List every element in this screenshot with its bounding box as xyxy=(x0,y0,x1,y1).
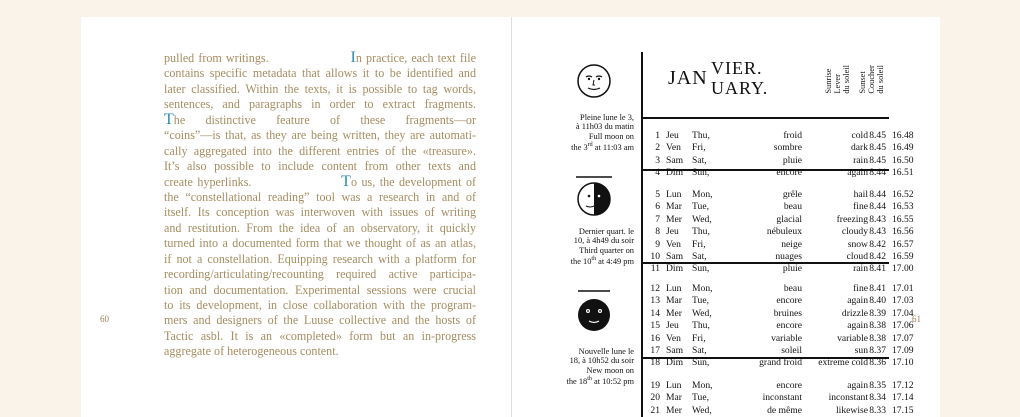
cell-fr: Jeu xyxy=(666,130,679,141)
cell-fr: Lun xyxy=(666,189,682,200)
cell-wfr: inconstant xyxy=(762,392,802,404)
cell-wen: hail xyxy=(853,189,868,200)
cell-rise: 8.36 xyxy=(869,357,886,369)
cell-n: 15 xyxy=(650,320,660,332)
cell-set: 16.56 xyxy=(892,226,914,238)
cell-en: Thu, xyxy=(692,320,710,332)
cell-set: 17.12 xyxy=(892,380,914,391)
cell-wfr: variable xyxy=(771,332,802,344)
text-line: The distinctive feature of these fragments—or xyxy=(164,110,476,128)
cell-n: 5 xyxy=(655,189,660,200)
new-moon-icon xyxy=(574,289,614,335)
cell-rise: 8.43 xyxy=(869,226,886,238)
cell-en: Tue, xyxy=(692,392,709,404)
cell-set: 17.10 xyxy=(892,357,914,369)
cell-en: Mon, xyxy=(692,380,713,391)
cell-wfr: nuages xyxy=(775,251,802,262)
cell-rise: 8.42 xyxy=(869,251,886,262)
cell-wfr: encore xyxy=(776,167,802,179)
cell-n: 10 xyxy=(650,251,660,262)
cell-set: 16.59 xyxy=(892,251,914,262)
text-line: mers and designers of the Luuse collective and the hosts of xyxy=(164,313,476,328)
cell-n: 16 xyxy=(650,332,660,344)
cell-wen: cloudy xyxy=(841,226,868,238)
cell-wfr: froid xyxy=(783,130,802,141)
cell-rise: 8.45 xyxy=(869,142,886,154)
cell-wen: fine xyxy=(853,283,868,294)
cell-wfr: beau xyxy=(783,201,802,213)
cell-set: 16.49 xyxy=(892,142,914,154)
drop-cap: I xyxy=(350,49,356,66)
cell-n: 6 xyxy=(655,201,660,213)
text-line: tion and documentation. Experimental sessions were crucial xyxy=(164,282,476,297)
cell-wen: cloud xyxy=(846,251,868,262)
cell-wfr: pluie xyxy=(782,263,802,275)
cell-fr: Mar xyxy=(666,201,682,213)
cell-en: Mon, xyxy=(692,189,713,200)
cell-en: Fri, xyxy=(692,238,706,250)
cell-en: Wed, xyxy=(692,404,712,416)
cell-set: 16.52 xyxy=(892,189,914,200)
cell-wen: again xyxy=(847,295,868,307)
cell-fr: Dim xyxy=(666,263,684,275)
cell-wen: inconstant xyxy=(828,392,868,404)
text-line: to its development, in close collaboration with the program- xyxy=(164,298,476,312)
text-line: create hyperlinks. To us, the development of xyxy=(164,172,477,190)
cell-en: Sat, xyxy=(692,251,707,262)
text-line: cally aggregated into the different entries of the «treasure». xyxy=(164,143,476,158)
full-moon-icon xyxy=(574,62,614,100)
cell-wfr: grêle xyxy=(782,189,802,200)
cell-n: 12 xyxy=(650,283,660,294)
cell-fr: Ven xyxy=(666,238,681,250)
cell-fr: Lun xyxy=(666,380,682,391)
cell-n: 3 xyxy=(655,154,660,166)
full-moon-caption: Pleine lune le 3, à 11h03 du matin Full moon on the 3rd at 11:03 am xyxy=(571,113,634,152)
cell-n: 7 xyxy=(655,213,660,225)
cell-en: Tue, xyxy=(692,295,709,307)
month-title-prefix: JAN xyxy=(668,67,708,89)
cell-en: Mon, xyxy=(692,283,713,294)
cell-n: 1 xyxy=(655,130,660,141)
body-text xyxy=(164,51,476,360)
last-quarter-caption: Dernier quart. le 10, à 4h49 du soir Third quarter on the 10th at 4:49 pm xyxy=(570,227,634,266)
cell-rise: 8.37 xyxy=(869,345,886,356)
cell-n: 17 xyxy=(650,345,660,356)
text-line: and restitution. From the idea of an observatory, it quickly xyxy=(164,220,476,235)
cell-wen: cold xyxy=(851,130,868,141)
cell-set: 17.01 xyxy=(892,283,914,294)
cell-set: 16.50 xyxy=(892,154,914,166)
cell-fr: Lun xyxy=(666,283,682,294)
cell-wfr: pluie xyxy=(782,154,802,166)
month-title-french: VIER. xyxy=(711,58,763,78)
cell-set: 16.55 xyxy=(892,213,914,225)
cell-set: 17.06 xyxy=(892,320,914,332)
text-line: itself. Its conception was interwoven with issues of writing xyxy=(164,205,476,220)
text-line: aggregate of heterogeneous content. xyxy=(164,344,339,359)
cell-fr: Jeu xyxy=(666,320,679,332)
cell-wfr: bruines xyxy=(773,307,802,319)
cell-rise: 8.43 xyxy=(869,213,886,225)
header-rule xyxy=(641,117,889,119)
sunrise-header: Sunrise Lever du soleil xyxy=(824,65,851,94)
cell-wen: rain xyxy=(853,154,868,166)
last-quarter-moon-icon xyxy=(574,175,614,219)
cell-wen: dark xyxy=(850,142,868,154)
cell-wfr: neige xyxy=(781,238,802,250)
cell-wen: sun xyxy=(854,345,868,356)
cell-fr: Mar xyxy=(666,295,682,307)
cell-rise: 8.45 xyxy=(869,154,886,166)
cell-set: 17.00 xyxy=(892,263,914,275)
cell-n: 14 xyxy=(650,307,660,319)
text-line: “coins”—is that, as they are being written, they are automati- xyxy=(164,128,476,143)
cell-n: 20 xyxy=(650,392,660,404)
cell-wen: likewise xyxy=(836,404,868,416)
cell-wen: again xyxy=(847,380,868,391)
text-line: turned into a documented form that we thought of as an atlas, xyxy=(164,236,476,251)
page-number-left: 60 xyxy=(100,314,109,324)
cell-wen: variable xyxy=(837,332,868,344)
cell-set: 16.48 xyxy=(892,130,914,141)
cell-n: 21 xyxy=(650,404,660,416)
cell-rise: 8.44 xyxy=(869,167,886,179)
cell-set: 17.09 xyxy=(892,345,914,356)
cell-n: 2 xyxy=(655,142,660,154)
cell-fr: Sam xyxy=(666,251,684,262)
text-line: recording/articulating/recounting required active participa- xyxy=(164,267,476,282)
cell-rise: 8.44 xyxy=(869,189,886,200)
cell-wen: fine xyxy=(853,201,868,213)
cell-wen: drizzle xyxy=(841,307,868,319)
cell-en: Fri, xyxy=(692,142,706,154)
right-page xyxy=(512,17,940,417)
cell-set: 17.07 xyxy=(892,332,914,344)
cell-en: Thu, xyxy=(692,130,710,141)
cell-rise: 8.39 xyxy=(869,307,886,319)
cell-set: 17.15 xyxy=(892,404,914,416)
cell-en: Tue, xyxy=(692,201,709,213)
cell-en: Sat, xyxy=(692,345,707,356)
cell-fr: Ven xyxy=(666,332,681,344)
cell-rise: 8.45 xyxy=(869,130,886,141)
month-title-english: UARY. xyxy=(711,78,769,98)
cell-wfr: sombre xyxy=(773,142,802,154)
cell-rise: 8.44 xyxy=(869,201,886,213)
cell-rise: 8.38 xyxy=(869,332,886,344)
cell-wen: freezing xyxy=(836,213,868,225)
cell-fr: Mar xyxy=(666,392,682,404)
cell-rise: 8.40 xyxy=(869,295,886,307)
cell-wen: again xyxy=(847,320,868,332)
text-line: the “constellational reading” tool was a research in and of xyxy=(164,189,476,204)
cell-set: 16.51 xyxy=(892,167,914,179)
cell-fr: Sam xyxy=(666,154,684,166)
cell-fr: Mer xyxy=(666,404,682,416)
cell-n: 19 xyxy=(650,380,660,391)
text-line: contains specific metadata that allows it to be identified and xyxy=(164,66,476,81)
cell-en: Sun, xyxy=(692,263,710,275)
cell-fr: Dim xyxy=(666,167,684,179)
text-line: It’s also possible to include content from other texts and xyxy=(164,159,476,174)
text-line: later classified. Within the texts, it is possible to tag words, xyxy=(164,81,476,96)
cell-rise: 8.41 xyxy=(869,263,886,275)
cell-en: Fri, xyxy=(692,332,706,344)
cell-n: 9 xyxy=(655,238,660,250)
text-line: sentences, and paragraphs in order to extract fragments. xyxy=(164,97,476,112)
cell-fr: Jeu xyxy=(666,226,679,238)
cell-wfr: grand froid xyxy=(759,357,802,369)
cell-rise: 8.38 xyxy=(869,320,886,332)
cell-rise: 8.34 xyxy=(869,392,886,404)
cell-en: Wed, xyxy=(692,307,712,319)
cell-en: Thu, xyxy=(692,226,710,238)
cell-n: 11 xyxy=(650,263,660,275)
cell-en: Wed, xyxy=(692,213,712,225)
text-line: pulled from writings. In practice, each text file xyxy=(164,49,476,66)
cell-wfr: encore xyxy=(776,295,802,307)
cell-n: 13 xyxy=(650,295,660,307)
cell-fr: Ven xyxy=(666,142,681,154)
text-line: Tactic asbl. It is an «completed» form but an in-progress xyxy=(164,328,476,343)
cell-wen: extreme cold xyxy=(818,357,868,369)
cell-en: Sat, xyxy=(692,154,707,166)
cell-wfr: glacial xyxy=(776,213,802,225)
page-number-right: 61 xyxy=(912,314,921,324)
drop-cap: T xyxy=(164,110,174,128)
cell-wfr: soleil xyxy=(781,345,802,356)
cell-fr: Sam xyxy=(666,345,684,356)
cell-wfr: encore xyxy=(776,380,802,391)
text-line: if not a constellation. Equipping research with a platform for xyxy=(164,251,476,266)
cell-wfr: de même xyxy=(767,404,802,416)
cell-rise: 8.33 xyxy=(869,404,886,416)
cell-rise: 8.41 xyxy=(869,283,886,294)
cell-fr: Mer xyxy=(666,213,682,225)
cell-n: 18 xyxy=(650,357,660,369)
cell-wen: snow xyxy=(847,238,868,250)
cell-set: 17.14 xyxy=(892,392,914,404)
cell-rise: 8.35 xyxy=(869,380,886,391)
cell-n: 4 xyxy=(655,167,660,179)
cell-set: 16.57 xyxy=(892,238,914,250)
cell-fr: Dim xyxy=(666,357,684,369)
cell-n: 8 xyxy=(655,226,660,238)
cell-en: Sun, xyxy=(692,357,710,369)
cell-wfr: nébuleux xyxy=(766,226,802,238)
cell-set: 17.03 xyxy=(892,295,914,307)
cell-wen: rain xyxy=(853,263,868,275)
drop-cap: T xyxy=(341,172,351,190)
cell-fr: Mer xyxy=(666,307,682,319)
cell-rise: 8.42 xyxy=(869,238,886,250)
cell-set: 16.53 xyxy=(892,201,914,213)
sunset-header: Sunset Coucher du soleil xyxy=(858,65,885,94)
cell-wfr: beau xyxy=(783,283,802,294)
vertical-rule xyxy=(641,52,643,417)
cell-wen: again xyxy=(847,167,868,179)
left-page xyxy=(81,17,512,417)
cell-en: Sun, xyxy=(692,167,710,179)
cell-wfr: encore xyxy=(776,320,802,332)
new-moon-caption: Nouvelle lune le 18, à 10h52 du soir New moon on the 18th at 10:52 pm xyxy=(566,347,634,386)
cell-set: 17.04 xyxy=(892,307,914,319)
